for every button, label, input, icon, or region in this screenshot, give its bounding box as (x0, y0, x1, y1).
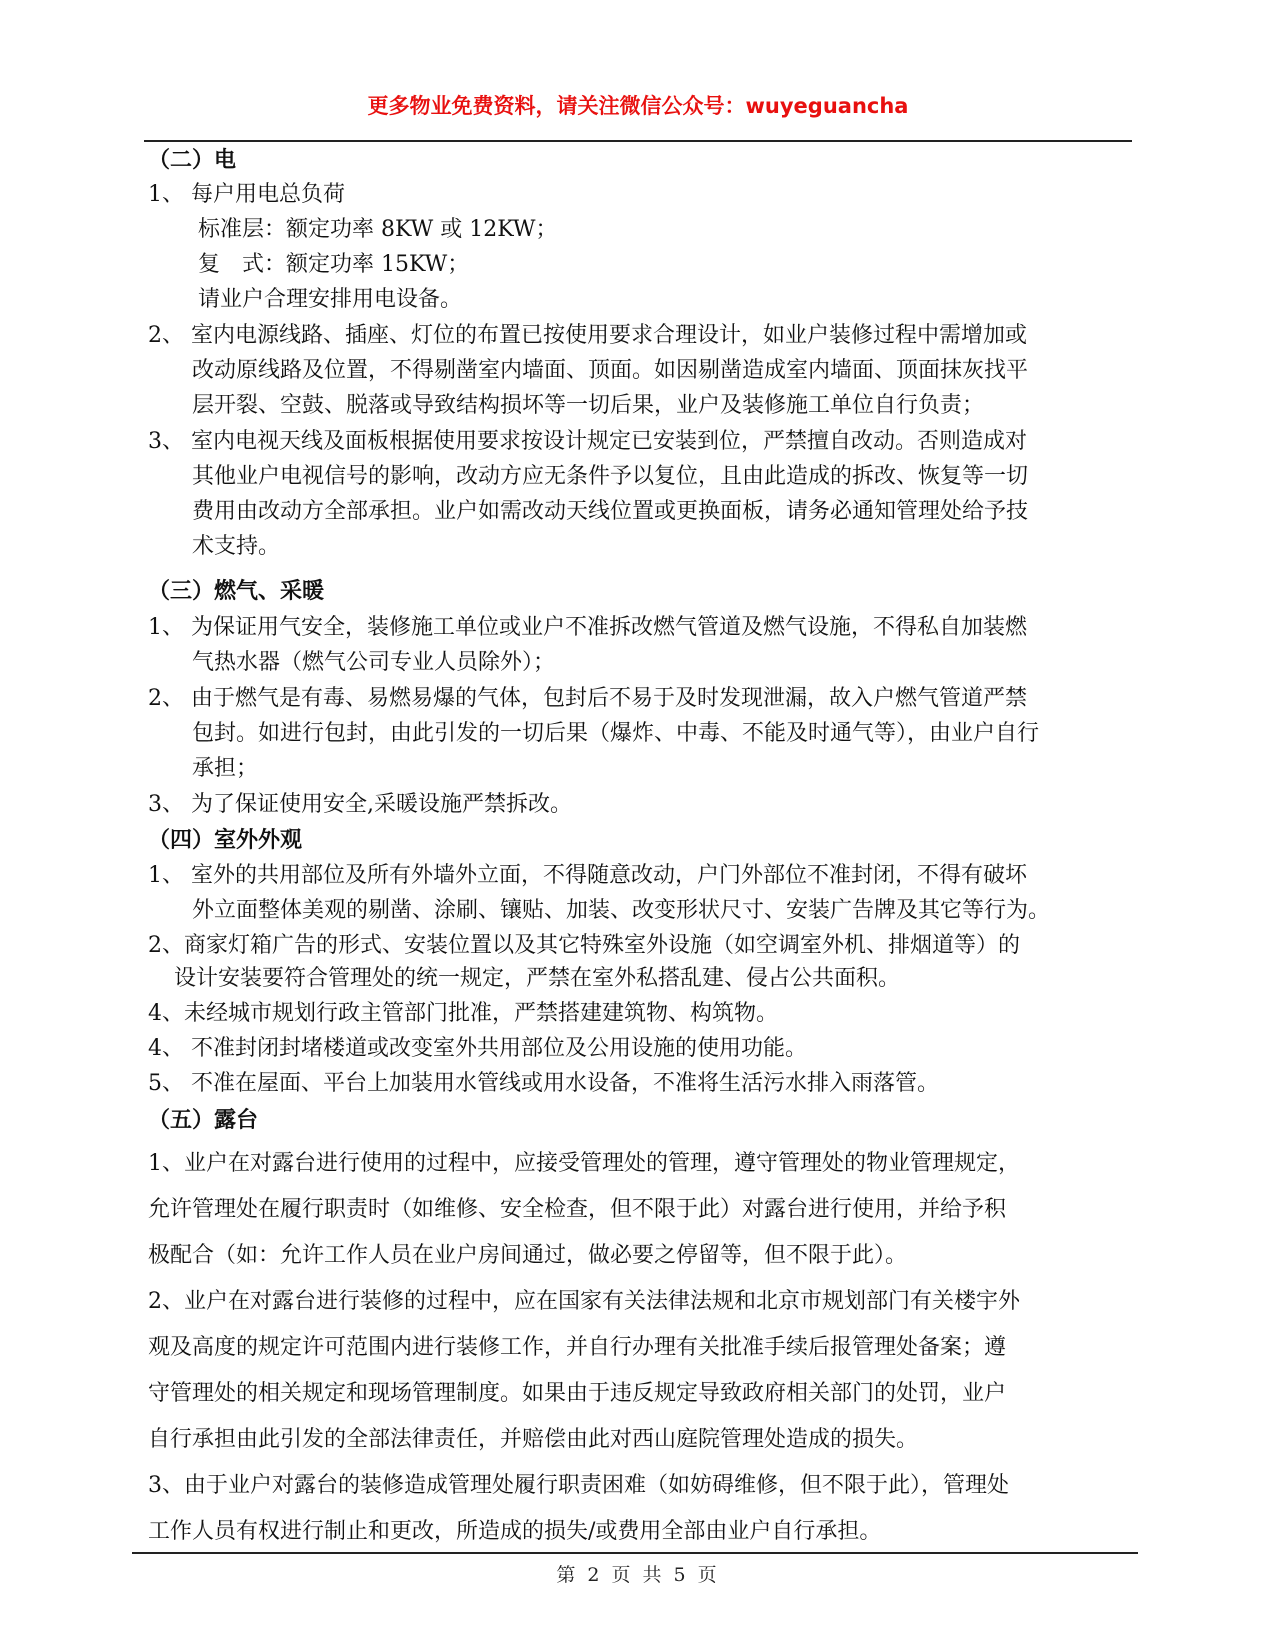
paragraph-line: 包封。如进行包封，由此引发的一切后果（爆炸、中毒、不能及时通气等），由业户自行 (192, 721, 1040, 746)
paragraph-line: 标准层：额定功率 8KW 或 12KW； (198, 217, 558, 242)
paragraph-line: 观及高度的规定许可范围内进行装修工作，并自行办理有关批准手续后报管理处备案；遵 (148, 1335, 1007, 1360)
paragraph-line: 3、 为了保证使用安全,采暖设施严禁拆改。 (148, 792, 572, 817)
paragraph-line: 2、 室内电源线路、插座、灯位的布置已按使用要求合理设计，如业户装修过程中需增加或 (148, 323, 1027, 348)
paragraph-line: 5、 不准在屋面、平台上加装用水管线或用水设备，不准将生活污水排入雨落管。 (148, 1071, 939, 1096)
paragraph-line: 层开裂、空鼓、脱落或导致结构损坏等一切后果，业户及装修施工单位自行负责； (192, 393, 985, 418)
paragraph-line: 允许管理处在履行职责时（如维修、安全检查，但不限于此）对露台进行使用，并给予积 (148, 1197, 1007, 1222)
section-heading-exterior: （四）室外外观 (148, 828, 303, 853)
paragraph-line: 守管理处的相关规定和现场管理制度。如果由于违反规定导致政府相关部门的处罚，业户 (148, 1381, 1007, 1406)
paragraph-line: 其他业户电视信号的影响，改动方应无条件予以复位，且由此造成的拆改、恢复等一切 (192, 464, 1029, 489)
paragraph-line: 自行承担由此引发的全部法律责任，并赔偿由此对西山庭院管理处造成的损失。 (148, 1427, 919, 1452)
paragraph-line: 外立面整体美观的剔凿、涂刷、镶贴、加装、改变形状尺寸、安装广告牌及其它等行为。 (192, 898, 1051, 923)
section-heading-terrace: （五）露台 (148, 1108, 259, 1133)
paragraph-line: 3、 室内电视天线及面板根据使用要求按设计规定已安装到位，严禁擅自改动。否则造成对 (148, 429, 1027, 454)
section-heading-electric: （二）电 (148, 148, 237, 173)
paragraph-line: 请业户合理安排用电设备。 (198, 287, 463, 312)
page-number: 第 2 页 共 5 页 (556, 1564, 720, 1586)
paragraph-line: 2、商家灯箱广告的形式、安装位置以及其它特殊室外设施（如空调室外机、排烟道等）的 (148, 933, 1021, 958)
paragraph-line: 4、未经城市规划行政主管部门批准，严禁搭建建筑物、构筑物。 (148, 1001, 778, 1026)
paragraph-line: 4、 不准封闭封堵楼道或改变室外共用部位及公用设施的使用功能。 (148, 1036, 807, 1061)
paragraph-line: 2、 由于燃气是有毒、易燃易爆的气体，包封后不易于及时发现泄漏，故入户燃气管道严禁 (148, 686, 1027, 711)
paragraph-line: 术支持。 (192, 534, 281, 559)
paragraph-line: 设计安装要符合管理处的统一规定，严禁在室外私搭乱建、侵占公共面积。 (174, 966, 901, 991)
paragraph-line: 改动原线路及位置，不得剔凿室内墙面、顶面。如因剔凿造成室内墙面、顶面抹灰找平 (192, 358, 1029, 383)
paragraph-line: 2、业户在对露台进行装修的过程中，应在国家有关法律法规和北京市规划部门有关楼宇外 (148, 1289, 1021, 1314)
section-heading-gas: （三）燃气、采暖 (148, 579, 325, 604)
footer-rule (132, 1552, 1138, 1554)
paragraph-line: 1、 为保证用气安全，装修施工单位或业户不准拆改燃气管道及燃气设施，不得私自加装燃 (148, 615, 1027, 640)
paragraph-line: 气热水器（燃气公司专业人员除外）； (192, 650, 556, 675)
header-rule (144, 140, 1132, 142)
paragraph-line: 1、 室外的共用部位及所有外墙外立面，不得随意改动，户门外部位不准封闭，不得有破坏 (148, 863, 1027, 888)
paragraph-line: 费用由改动方全部承担。业户如需改动天线位置或更换面板，请务必通知管理处给予技 (192, 499, 1029, 524)
paragraph-line: 3、由于业户对露台的装修造成管理处履行职责困难（如妨碍维修，但不限于此），管理处 (148, 1473, 1010, 1498)
paragraph-line: 承担； (192, 756, 259, 781)
paragraph-line: 1、 每户用电总负荷 (148, 182, 345, 207)
paragraph-line: 极配合（如：允许工作人员在业户房间通过，做必要之停留等，但不限于此）。 (148, 1243, 908, 1268)
header-promo-text: 更多物业免费资料，请关注微信公众号：wuyeguancha (367, 94, 909, 118)
paragraph-line: 1、业户在对露台进行使用的过程中，应接受管理处的管理，遵守管理处的物业管理规定， (148, 1151, 1021, 1176)
paragraph-line: 工作人员有权进行制止和更改，所造成的损失/或费用全部由业户自行承担。 (148, 1519, 882, 1544)
paragraph-line: 复 式：额定功率 15KW； (198, 252, 470, 277)
